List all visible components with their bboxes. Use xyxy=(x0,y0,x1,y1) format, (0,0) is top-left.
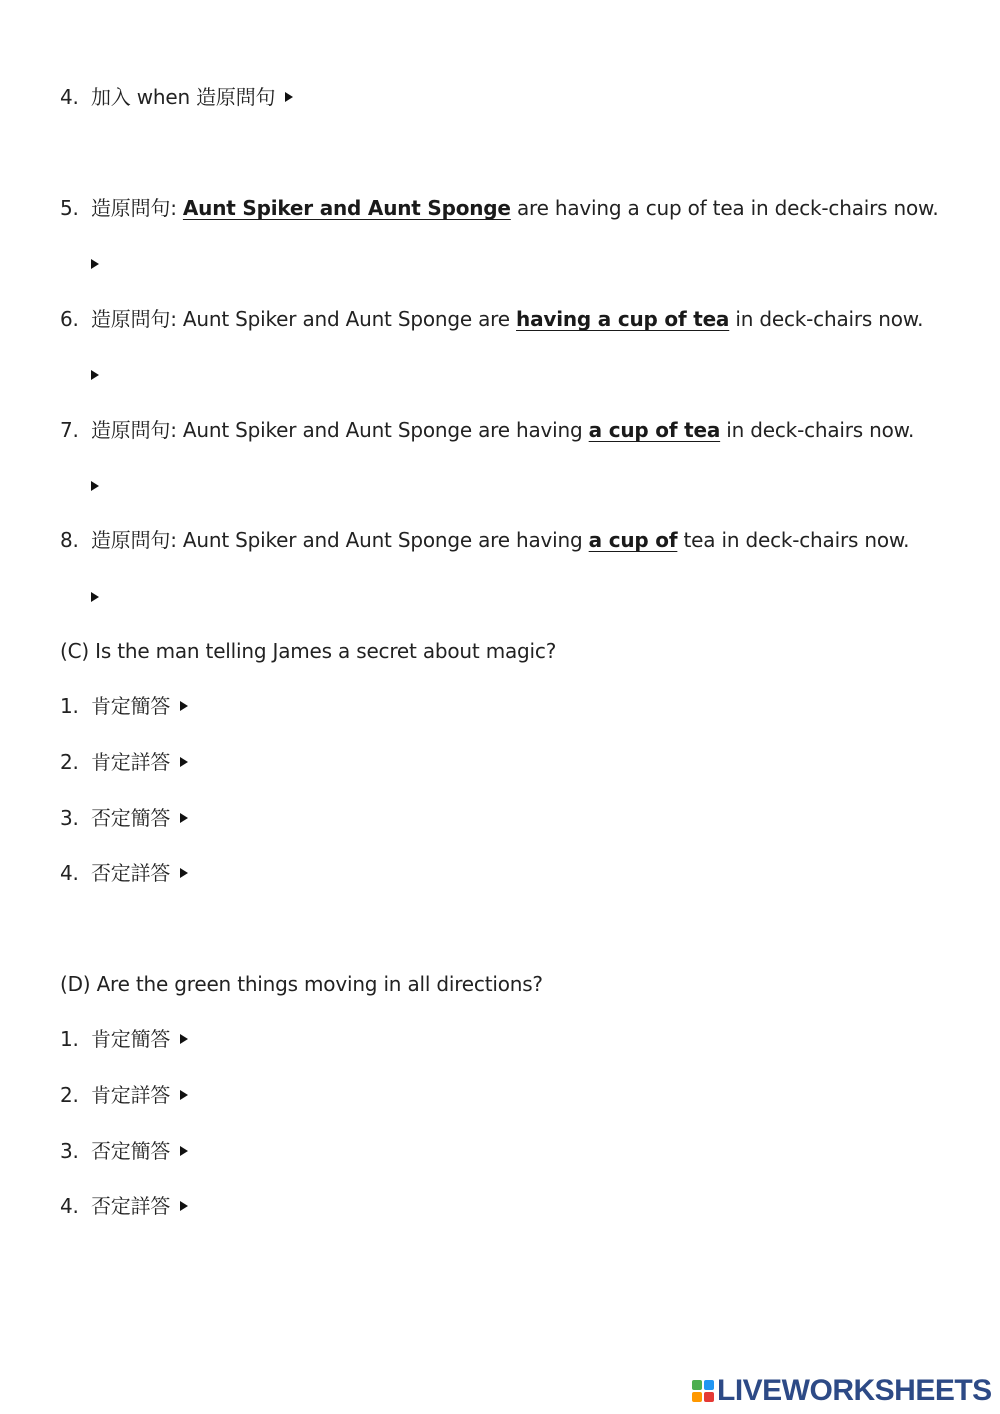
item-number: 6. xyxy=(60,307,79,331)
item-prompt: 肯定簡答 xyxy=(91,1027,171,1051)
item-number: 1. xyxy=(60,1027,79,1051)
sentence-start: Aunt Spiker and Aunt Sponge are having xyxy=(182,528,589,552)
item-prompt: 肯定簡答 xyxy=(91,694,171,718)
answer-arrow-icon[interactable] xyxy=(91,592,99,602)
answer-arrow-icon[interactable] xyxy=(180,868,188,878)
section-c-item-1 xyxy=(60,693,188,719)
answer-arrow-icon[interactable] xyxy=(91,370,99,380)
underlined-phrase: a cup of tea xyxy=(588,418,721,442)
section-d-item-4 xyxy=(60,1193,188,1219)
item-prompt: 肯定詳答 xyxy=(91,750,171,774)
answer-arrow-icon[interactable] xyxy=(180,1090,188,1100)
item-number: 5. xyxy=(60,196,79,220)
sentence-start: Aunt Spiker and Aunt Sponge are having xyxy=(182,418,589,442)
item-prompt: 否定詳答 xyxy=(91,1194,171,1218)
sentence-rest: in deck-chairs now. xyxy=(720,418,915,442)
logo-block xyxy=(704,1380,714,1390)
answer-arrow-icon[interactable] xyxy=(180,813,188,823)
section-d-item-2 xyxy=(60,1082,188,1108)
underlined-phrase: Aunt Spiker and Aunt Sponge xyxy=(182,196,511,220)
item-prompt: 肯定詳答 xyxy=(91,1083,171,1107)
sentence-rest: are having a cup of tea in deck-chairs now. xyxy=(510,196,939,220)
section-c-item-3 xyxy=(60,805,188,831)
sentence-rest: tea in deck-chairs now. xyxy=(677,528,910,552)
item-prompt: 加入 when 造原問句 xyxy=(91,85,276,109)
item-prompt: 造原問句: xyxy=(91,528,183,552)
underlined-phrase: having a cup of tea xyxy=(516,307,730,331)
item-number: 4. xyxy=(60,861,79,885)
item-number: 4. xyxy=(60,85,79,109)
section-c-item-4 xyxy=(60,860,188,886)
item-prompt: 否定簡答 xyxy=(91,1139,171,1163)
answer-arrow-icon[interactable] xyxy=(180,1146,188,1156)
item-number: 8. xyxy=(60,528,79,552)
question-item-4 xyxy=(60,84,293,110)
answer-arrow-icon[interactable] xyxy=(91,259,99,269)
section-d-item-3 xyxy=(60,1138,188,1164)
question-item-6 xyxy=(60,306,923,332)
sentence-rest: in deck-chairs now. xyxy=(729,307,924,331)
logo-block xyxy=(692,1392,702,1402)
item-prompt: 造原問句: xyxy=(91,418,183,442)
question-item-5 xyxy=(60,195,939,221)
answer-arrow-icon[interactable] xyxy=(91,481,99,491)
liveworksheets-logo xyxy=(692,1374,992,1408)
sentence-start: Aunt Spiker and Aunt Sponge are xyxy=(182,307,517,331)
item-prompt: 否定簡答 xyxy=(91,806,171,830)
answer-arrow-icon[interactable] xyxy=(285,92,293,102)
answer-arrow-icon[interactable] xyxy=(180,1201,188,1211)
logo-blocks-icon xyxy=(692,1380,714,1402)
item-prompt: 否定詳答 xyxy=(91,861,171,885)
answer-arrow-icon[interactable] xyxy=(180,1034,188,1044)
logo-text: LIVEWORKSHEETS xyxy=(717,1374,992,1407)
item-number: 4. xyxy=(60,1194,79,1218)
section-d-question: (D) Are the green things moving in all directions? xyxy=(60,972,543,996)
item-number: 3. xyxy=(60,1139,79,1163)
logo-block xyxy=(692,1380,702,1390)
answer-arrow-icon[interactable] xyxy=(180,757,188,767)
section-c-question: (C) Is the man telling James a secret about magic? xyxy=(60,639,557,663)
item-number: 7. xyxy=(60,418,79,442)
question-item-8 xyxy=(60,527,909,553)
answer-arrow-icon[interactable] xyxy=(180,701,188,711)
section-d-item-1 xyxy=(60,1026,188,1052)
item-number: 3. xyxy=(60,806,79,830)
item-number: 1. xyxy=(60,694,79,718)
logo-block xyxy=(704,1392,714,1402)
item-number: 2. xyxy=(60,750,79,774)
section-c-item-2 xyxy=(60,749,188,775)
item-number: 2. xyxy=(60,1083,79,1107)
underlined-phrase: a cup of xyxy=(588,528,678,552)
item-prompt: 造原問句: xyxy=(91,307,183,331)
question-item-7 xyxy=(60,417,914,443)
item-prompt: 造原問句: xyxy=(91,196,183,220)
